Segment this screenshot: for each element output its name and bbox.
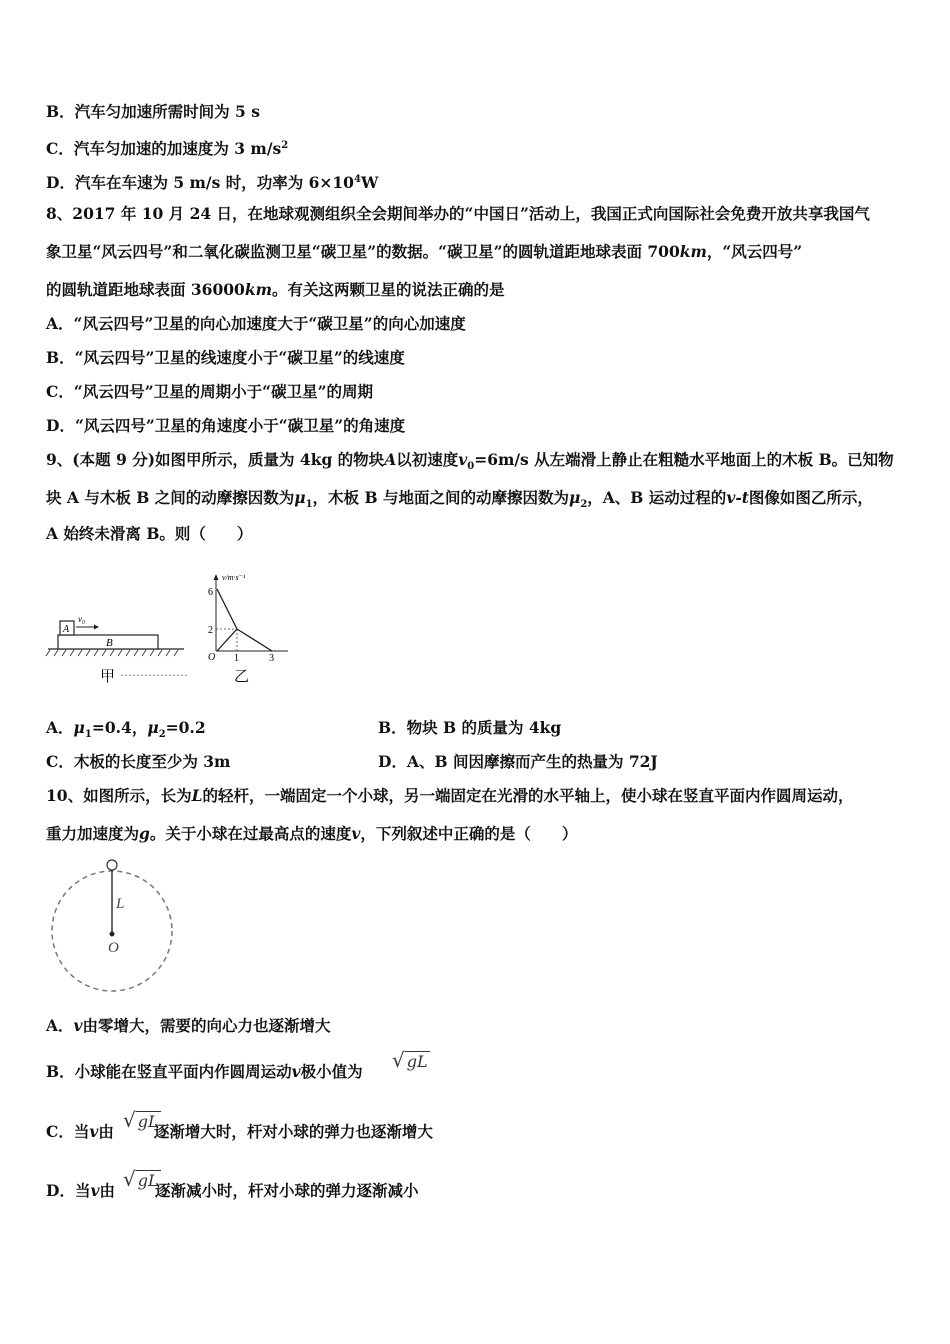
q8-stem-line1: 8、2017 年 10 月 24 日，在地球观测组织全会期间举办的“中国日”活动上，我国正式向国际社会免费开放共享我国气: [46, 204, 870, 223]
q9-figure: [44, 565, 294, 690]
q8-stem-line3: 的圆轨道距地球表面 36000km。有关这两颗卫星的说法正确的是: [46, 280, 505, 299]
caption-yi: 乙: [234, 669, 250, 685]
q9-stem-line2: 块 A 与木板 B 之间的动摩擦因数为$\mu_1$，木板 B 与地面之间的动摩擦因数为$\mu_2$，A、B 运动过程的v-t图像如图乙所示，: [46, 488, 873, 511]
q8-option-c: C．“风云四号”卫星的周期小于“碳卫星”的周期: [46, 382, 373, 401]
q9-option-a: A．$\mu_1=0.4$，$\mu_2=0.2$: [46, 718, 206, 741]
q9-stem-line1: 9、(本题 9 分)如图甲所示，质量为 4kg 的物块A以初速度$v_0=6m/s$ 从左端滑上静止在粗糙水平地面上的木板 B。已知物: [46, 450, 894, 473]
v0-label: v₀: [78, 614, 86, 624]
vt-line-b: [217, 629, 237, 651]
vt-axis-label: v/m·s⁻¹: [222, 573, 246, 582]
sqrt-gl-d: √ gL: [123, 1167, 159, 1191]
q10-stem-line2: 重力加速度为g。关于小球在过最高点的速度v，下列叙述中正确的是（ ）: [46, 824, 578, 843]
q9-stem-line3: A 始终未滑离 B。则（ ）: [46, 524, 253, 543]
block-a-label: A: [63, 624, 70, 635]
vt-tick-3: 3: [269, 653, 274, 664]
caption-dots: ·················: [120, 668, 188, 682]
vt-tick-2: 2: [208, 625, 213, 636]
q10-option-d: D．当v由 逐渐减小时，杆对小球的弹力逐渐减小: [46, 1181, 419, 1200]
vt-origin: O: [208, 652, 216, 663]
q9-option-b: B．物块 B 的质量为 4kg: [378, 718, 562, 737]
sqrt-gl-c: √ gL: [123, 1108, 159, 1132]
q10-figure: [46, 856, 178, 996]
sqrt-gl-b: √ gL: [392, 1048, 428, 1072]
rod-label: L: [116, 896, 125, 912]
caption-jia: 甲: [100, 669, 116, 685]
vt-line-ab: [237, 629, 272, 651]
vt-tick-6: 6: [208, 587, 213, 598]
ball: [107, 860, 117, 870]
vt-tick-1: 1: [234, 653, 239, 664]
q8-option-a: A．“风云四号”卫星的向心加速度大于“碳卫星”的向心加速度: [46, 314, 466, 333]
q7-option-d: D．汽车在车速为 5 m/s 时，功率为 $6\times 10^4W$: [46, 173, 379, 193]
board-b-label: B: [106, 637, 113, 649]
q8-option-b: B．“风云四号”卫星的线速度小于“碳卫星”的线速度: [46, 348, 405, 367]
vt-line-a: [217, 589, 237, 629]
q10-stem-line1: 10、如图所示，长为L的轻杆，一端固定一个小球，另一端固定在光滑的水平轴上，使小球在竖直平面内作圆周运动，: [46, 786, 854, 805]
center-label: O: [108, 940, 119, 956]
axis-point: [110, 932, 115, 937]
q7-option-b: B．汽车匀加速所需时间为 5 s: [46, 102, 260, 121]
q7-option-c: C．汽车匀加速的加速度为 3 $m/s^2$: [46, 139, 289, 159]
q10-option-a: A．v由零增大，需要的向心力也逐渐增大: [46, 1016, 331, 1035]
q8-option-d: D．“风云四号”卫星的角速度小于“碳卫星”的角速度: [46, 416, 406, 435]
q9-option-d: D．A、B 间因摩擦而产生的热量为 72J: [378, 752, 658, 771]
q9-option-c: C．木板的长度至少为 3m: [46, 752, 231, 771]
q10-option-c: C．当v由 逐渐增大时，杆对小球的弹力也逐渐增大: [46, 1122, 433, 1141]
q8-stem-line2: 象卫星“风云四号”和二氧化碳监测卫星“碳卫星”的数据。“碳卫星”的圆轨道距地球表面 700km，“风云四号”: [46, 242, 803, 261]
q10-option-b: B．小球能在竖直平面内作圆周运动v极小值为: [46, 1062, 363, 1081]
